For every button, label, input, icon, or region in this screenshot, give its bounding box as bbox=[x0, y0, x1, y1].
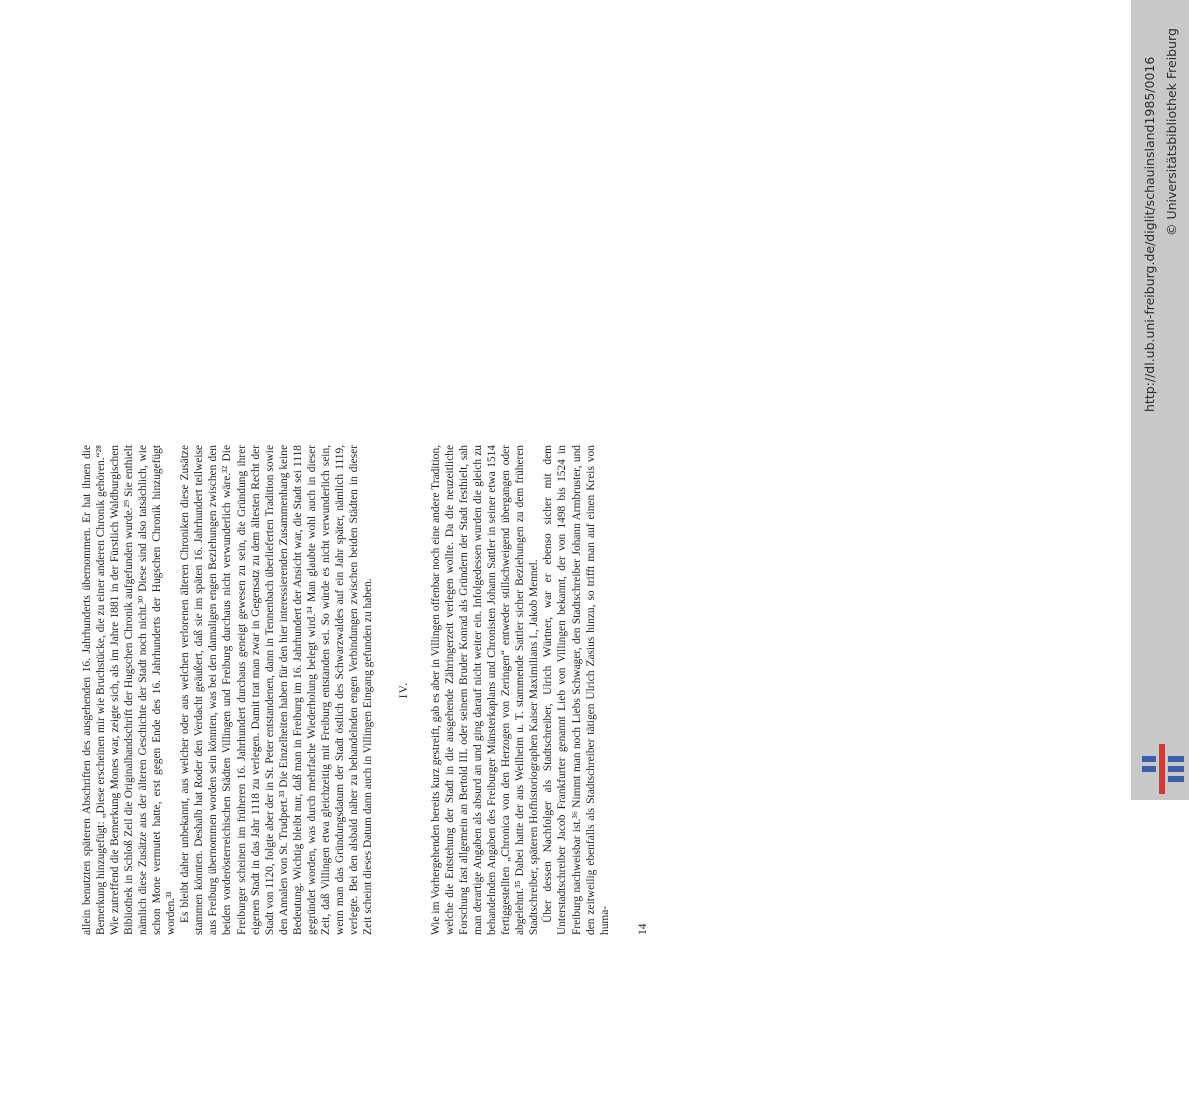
section-heading: IV. bbox=[397, 681, 410, 699]
source-url-link[interactable]: http://dl.ub.uni-freiburg.de/diglit/schauinsland1985/0016 bbox=[1142, 56, 1157, 412]
page-number: 14 bbox=[636, 923, 649, 935]
paragraph-3: Wie im Vorhergehenden bereits kurz gestreift, gab es aber in Villingen offenbar noch eine andere Tradition, welche die Entstehung der Stadt in die ausgehende Zähringerzeit verlegen wollte. Da die neuzeitliche Forschung fast allgemein an Bertold III. oder seinem Bruder Konrad als Gründern der Stadt festhielt, sah man derartige Angaben als absurd an und ging darauf nicht weiter ein. Infolgedessen wurden die gleich zu behandelnden Angaben des Freiburger Münsterkaplans und Chronisten Johann Sattler in seiner etwa 1514 fertiggestellten „Chronica von den Herzogen von Zeringen“ entweder stillschweigend übergangen oder abgelehnt.³⁵ Dabei hatte der aus Weilheim u. T. stammende Sattler sicher Beziehungen zu dem früheren Stadtschreiber, späteren Hofhistoriographen Kaiser Maximilians I., Jakob Mennel. bbox=[430, 445, 541, 935]
paragraph-1: allein benutzten späteren Abschriften des ausgehenden 16. Jahrhunderts übernommen. Er hat ihnen die Bemerkung hinzugefügt: „Diese erscheinen mir wie Bruchstücke, die zu einer anderen Chronik gehören.“²⁸ Wie zutreffend die Bemerkung Mones war, zeigte sich, als im Jahre 1881 in der Fürstlich Waldburgischen Bibliothek in Schloß Zeil die Originalhandschrift der Hugschen Chronik aufgefunden wurde.²⁹ Sie enthielt nämlich diese Zusätze aus der älteren Geschichte der Stadt noch nicht.³⁰ Diese sind also tatsächlich, wie schon Mone vermutet hatte, erst gegen Ende des 16. Jahrhunderts der Hugschen Chronik hinzugefügt worden.³¹ bbox=[81, 445, 178, 935]
copyright-notice: © Universitätsbibliothek Freiburg bbox=[1164, 28, 1179, 236]
paragraph-4: Über dessen Nachfolger als Stadtschreiber, Ulrich Würtner, war er ebenso sicher mit dem Unterstadtschreiber Jacob Frankfurter genannt Lieb von Villingen bekannt, der von 1498 bis 1524 in Freiburg nachweisbar ist.³⁶ Nimmt man noch Liebs Schwager, den Stadtschreiber Johann Armbruster, und den zeitweilig ebenfalls als Stadtschreiber tätigen Ulrich Zasius hinzu, so trifft man auf einen Kreis von huma- bbox=[542, 445, 611, 935]
paragraph-2: Es bleibt daher unbekannt, aus welcher oder aus welchen verlorenen älteren Chroniken diese Zusätze stammen könnten. Deshalb hat Roder den Verdacht geäußert, daß sie im späten 16. Jahrhundert teilweise aus Freiburg übernommen worden sein könnten, was bei den damaligen engen Beziehungen zwischen den beiden vorderösterreichischen Städten Villingen und Freiburg durchaus nicht verwunderlich wäre.³² Die Freiburger scheinen im früheren 16. Jahrhundert durchaus geneigt gewesen zu sein, die Gründung ihrer eigenen Stadt in das Jahr 1118 zu verlegen. Damit trat man zwar in Gegensatz zu dem ältesten Recht der Stadt von 1120, folgte aber der in St. Peter entstandenen, dann in Tennenbach überlieferten Tradition sowie den Annalen von St. Trudpert.³³ Die Einzelheiten haben für den hier interessierenden Zusammenhang keine Bedeutung. Wichtig bleibt nur, daß man in Freiburg im 16. Jahrhundert der Ansicht war, die Stadt sei 1118 gegründet worden, was durch mehrfache Wiederholung belegt wird.³⁴ Man glaubte wohl auch in dieser Zeit, daß Villingen etwa gleichzeitig mit Freiburg entstanden sei. So würde es nicht verwunderlich sein, wenn man das Gründungsdatum der Stadt östlich des Schwarzwaldes auf ein Jahr später, nämlich 1119, verlegte. Bei den alsbald näher zu behandelnden engen Verbindungen zwischen beiden Städten in dieser Zeit scheint dieses Datum dann auch in Villingen Eingang gefunden zu haben. bbox=[179, 445, 374, 935]
page-text-block bbox=[80, 445, 650, 935]
sidebar-band bbox=[1131, 0, 1189, 800]
scanned-book-page bbox=[0, 375, 649, 1095]
ub-freiburg-logo-icon bbox=[1142, 744, 1184, 794]
